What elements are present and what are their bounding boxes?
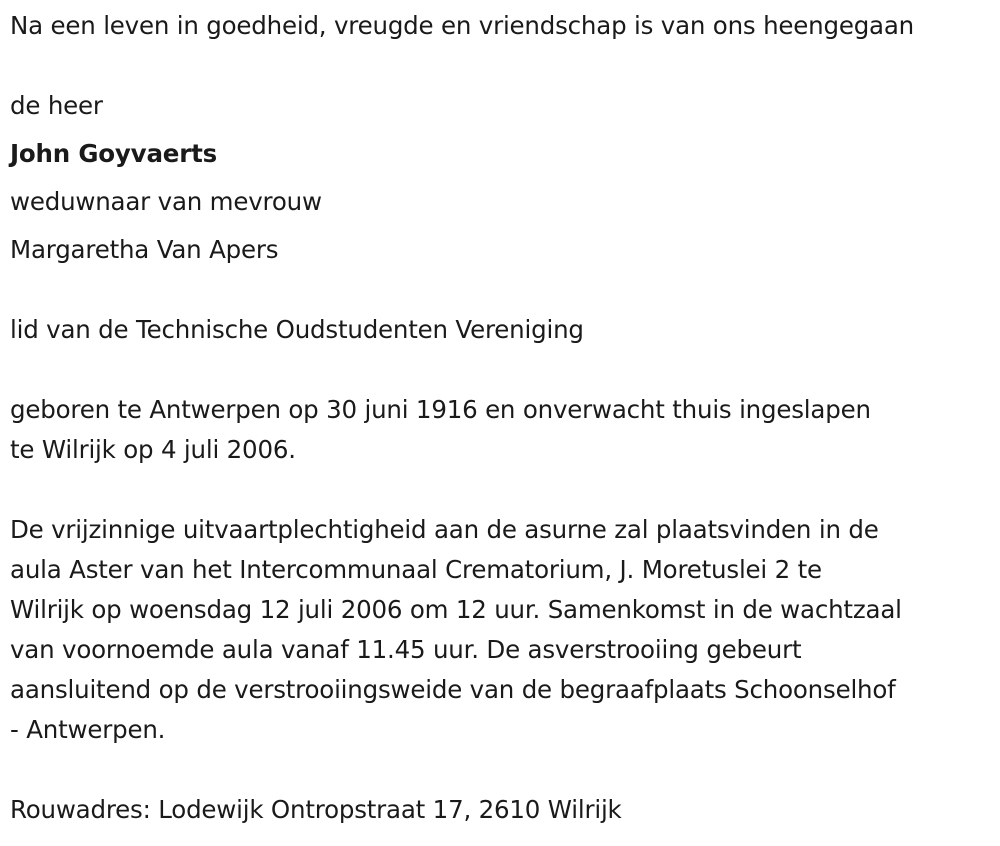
salutation: de heer — [10, 91, 103, 120]
ceremony-line-3: Wilrijk op woensdag 12 juli 2006 om 12 uur. Samenkomst in de wachtzaal — [10, 595, 902, 624]
birth-death-line-1: geboren te Antwerpen op 30 juni 1916 en onverwacht thuis ingeslapen — [10, 395, 871, 424]
birth-death-line-2: te Wilrijk op 4 juli 2006. — [10, 435, 296, 464]
ceremony-line-5: aansluitend op de verstrooiingsweide van de begraafplaats Schoonselhof — [10, 675, 896, 704]
deceased-name: John Goyvaerts — [10, 139, 217, 168]
ceremony-line-6: - Antwerpen. — [10, 715, 166, 744]
ceremony-line-2: aula Aster van het Intercommunaal Crematorium, J. Moretuslei 2 te — [10, 555, 822, 584]
ceremony-line-1: De vrijzinnige uitvaartplechtigheid aan de asurne zal plaatsvinden in de — [10, 515, 879, 544]
intro-text: Na een leven in goedheid, vreugde en vriendschap is van ons heengegaan — [10, 11, 915, 40]
ceremony-line-4: van voornoemde aula vanaf 11.45 uur. De asverstrooiing gebeurt — [10, 635, 802, 664]
mourning-address: Rouwadres: Lodewijk Ontropstraat 17, 2610 Wilrijk — [10, 795, 622, 824]
membership-text: lid van de Technische Oudstudenten Vereniging — [10, 315, 584, 344]
relation-text: weduwnaar van mevrouw — [10, 187, 322, 216]
spouse-name: Margaretha Van Apers — [10, 235, 279, 264]
